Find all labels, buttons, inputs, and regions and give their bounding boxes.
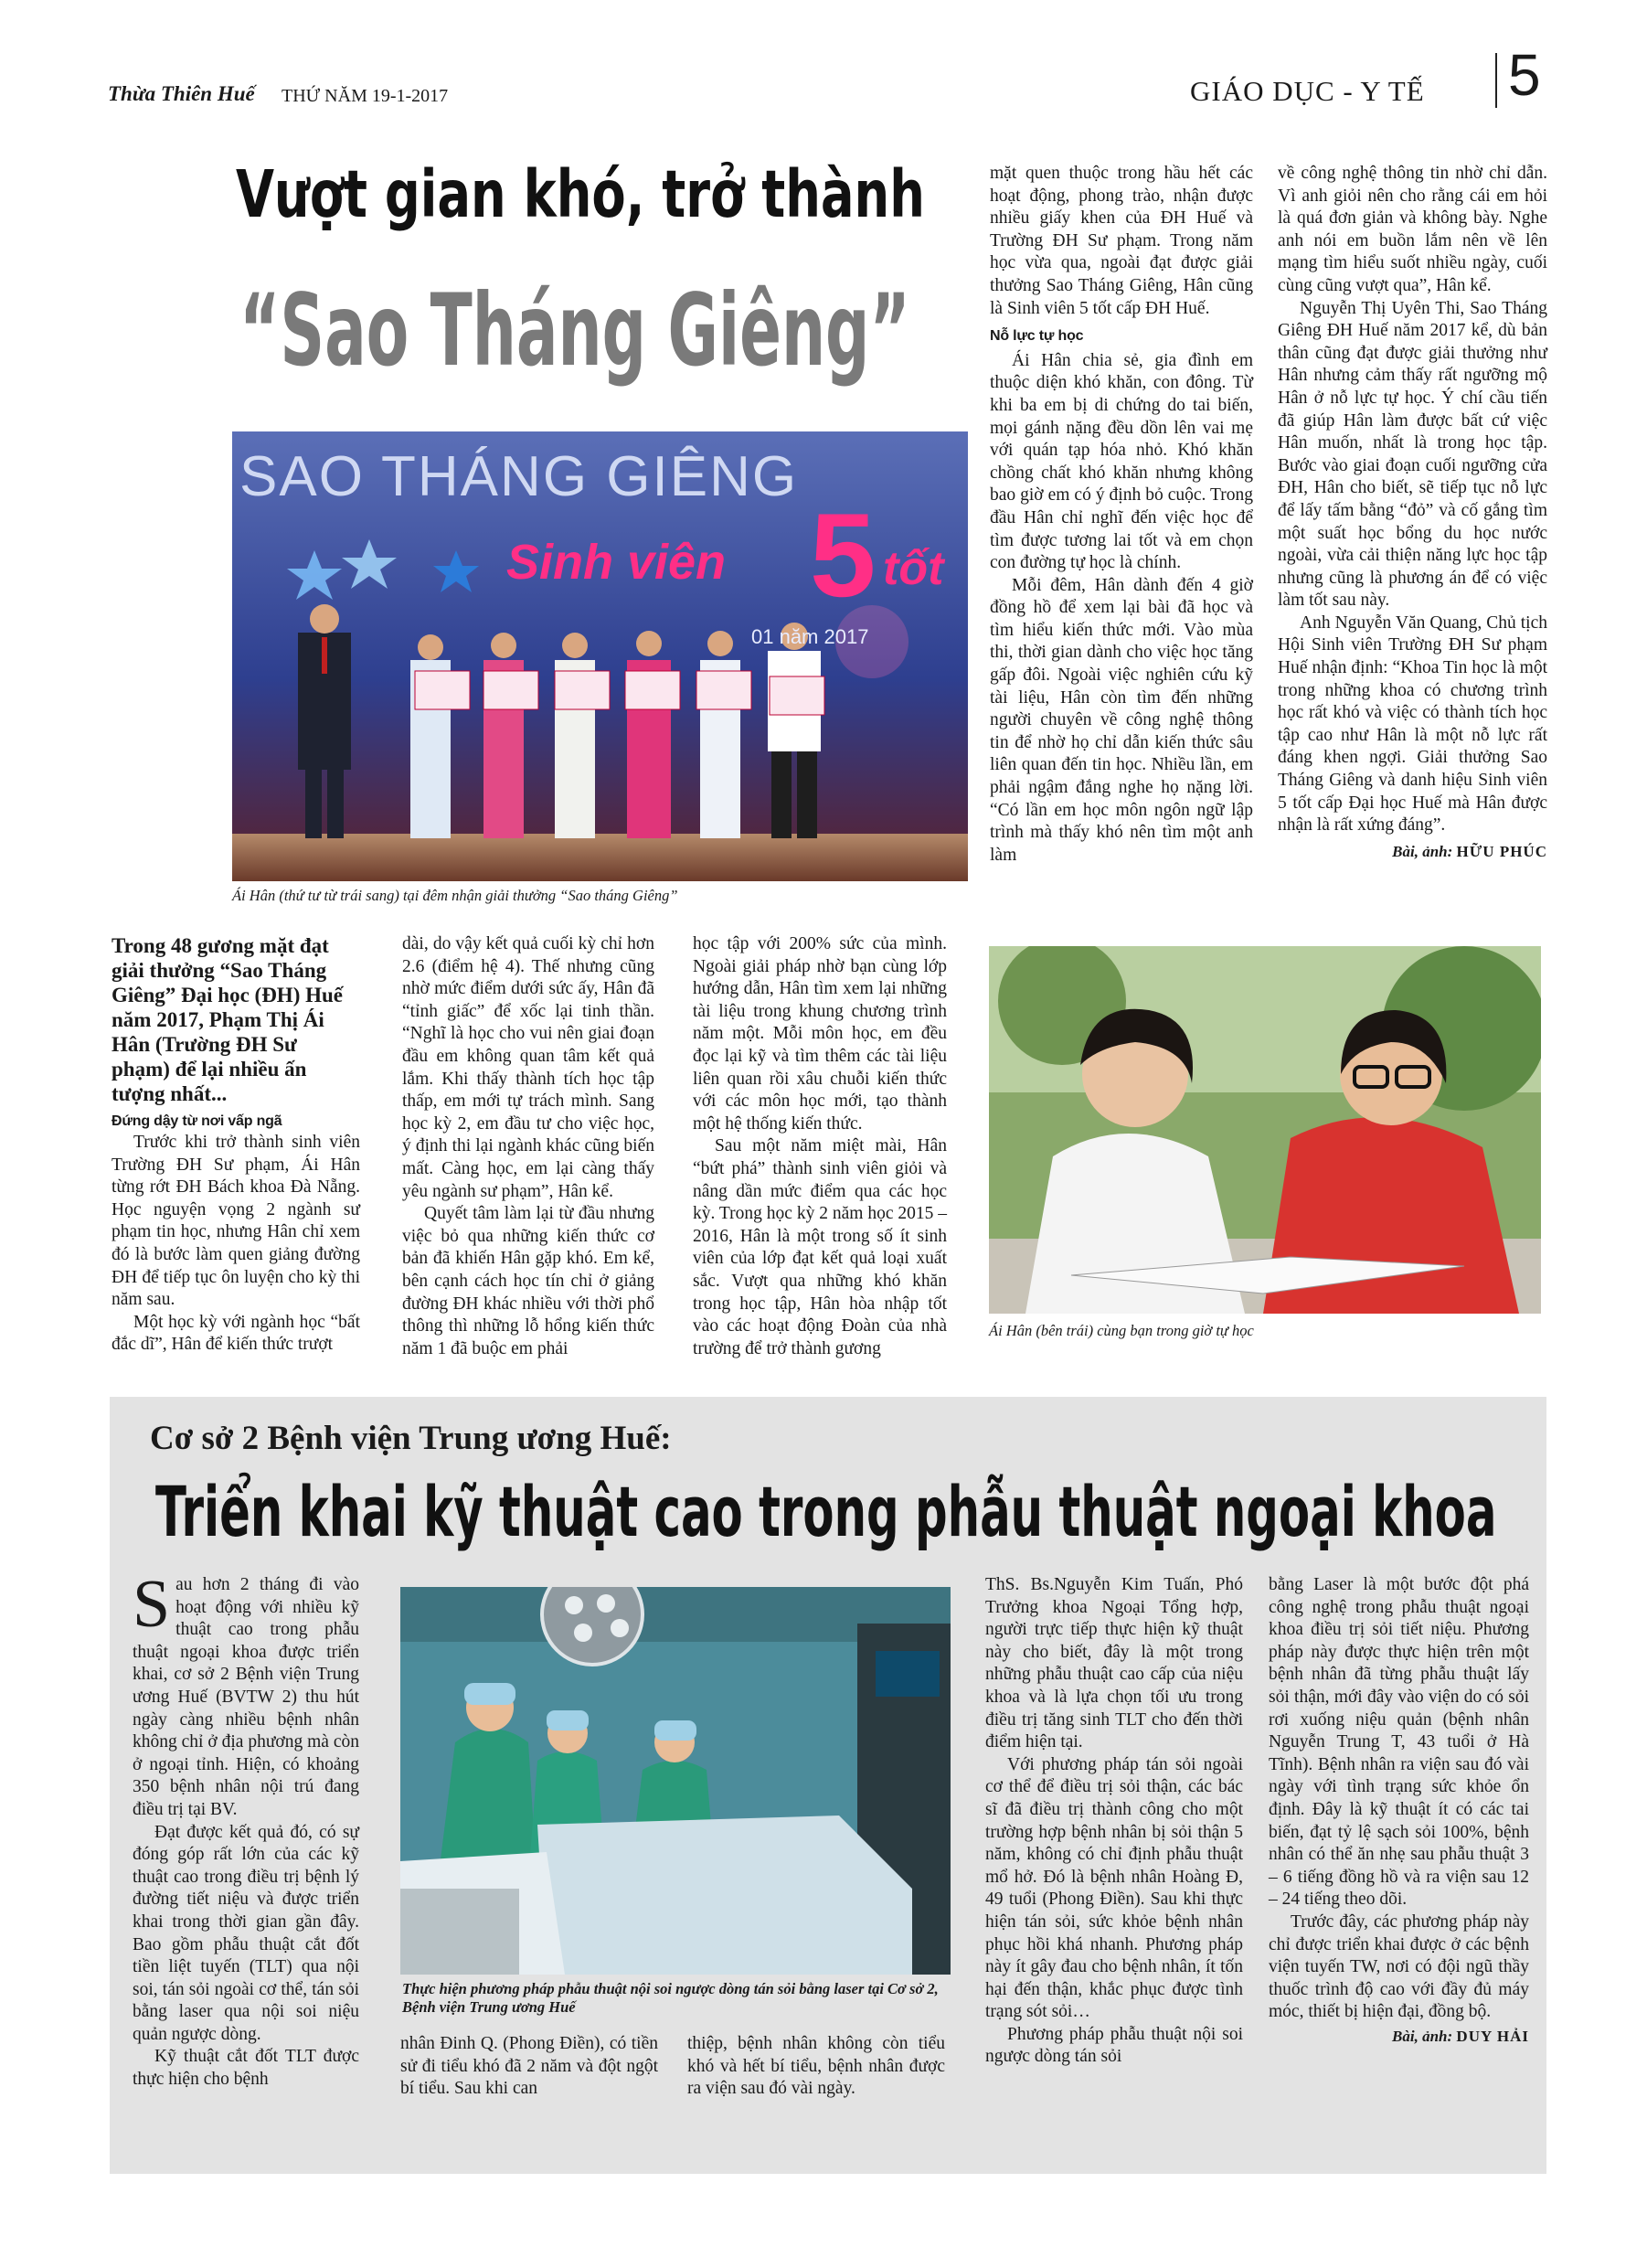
paragraph: Đạt được kết quả đó, có sự đóng góp rất lớn của các kỹ thuật cao trong điều trị bệnh lý đường tiết niệu và được triển khai trong thời gian gần đây. Bao gồm phẫu thuật cắt đốt tiền liệt tuyến (TLT) qua nội soi, tán sỏi ngoài cơ thể, tán sỏi bằng laser qua nội soi niệu quản ngược dòng. xyxy=(133,1822,359,2044)
study-illustration xyxy=(989,946,1541,1314)
masthead-paper-name: Thừa Thiên Huế xyxy=(108,82,255,105)
article1-column-a xyxy=(990,163,1253,867)
article2-byline xyxy=(1269,2026,1529,2049)
article2-column-4 xyxy=(985,1574,1243,2069)
article1-title-line2: “Sao Tháng Giêng” xyxy=(239,272,910,389)
paragraph: về công nghệ thông tin nhờ chỉ dẫn. Vì anh giỏi nên cho rằng cái em hỏi là quá đơn giản và không bày. Nghe anh nói em buồn lắm nên về lên mạng tìm hiểu suốt nhiều ngày, cuối cùng cũng vượt qua”, Hân kể. xyxy=(1278,164,1547,295)
issue-date: THỨ NĂM 19-1-2017 xyxy=(282,86,449,106)
byline-name: DUY HẢI xyxy=(1456,2027,1529,2045)
paragraph: Kỹ thuật cắt đốt TLT được thực hiện cho bệnh xyxy=(133,2047,359,2090)
paragraph: Phương pháp phẫu thuật nội soi ngược dòng tán sỏi xyxy=(985,2024,1243,2067)
paragraph: ThS. Bs.Nguyễn Kim Tuấn, Phó Trưởng khoa Ngoại Tổng hợp, người trực tiếp thực hiện kỹ thuật này cho biết, đây là một trong những phẫu thuật cao cấp của niệu khoa và là lựa chọn tối ưu trong điều trị tăng sinh TLT cho đến thời điểm hiện tại. xyxy=(985,1575,1243,1752)
paragraph: bằng Laser là một bước đột phá công nghệ trong phẫu thuật ngoại khoa điều trị sỏi tiết niệu. Phương pháp này được thực hiện trên một bệnh nhân đã từng phẫu thuật lấy sỏi thận, mới đây vào viện do có sỏi rơi xuống niệu quản (bệnh nhân Nguyễn Trung T, 43 tuổi ở Hà Tĩnh). Bệnh nhân ra viện sau đó vài ngày với tình trạng sức khỏe ổn định. Đây là kỹ thuật ít có các tai biến, đạt tỷ lệ sạch sỏi 100%, bệnh nhân có thể ăn nhẹ sau phẫu thuật 3 – 6 tiếng đồng hồ và ra viện sau 12 – 24 tiếng theo dõi. xyxy=(1269,1575,1529,1910)
paragraph: Trước khi trở thành sinh viên Trường ĐH Sư phạm, Ái Hân từng rớt ĐH Bách khoa Đà Nẵng. Học nguyện vọng 2 ngành sư phạm tin học, nhưng Hân chỉ xem đó là bước làm quen giảng đường ĐH để tiếp tục ôn luyện cho kỳ thi năm sau. xyxy=(112,1133,360,1310)
paragraph: Anh Nguyễn Văn Quang, Chủ tịch Hội Sinh viên Trường ĐH Sư phạm Huế nhận định: “Khoa Tin học là một trong những khoa có chương trình học rất khó và việc có thành tích học tập cao như Hân là một nỗ lực rất đáng khen ngợi. Giải thưởng Sao Tháng Giêng và danh hiệu Sinh viên 5 tốt cấp Đại học Huế mà Hân được nhận là rất xứng đáng”. xyxy=(1278,612,1547,836)
paragraph: mặt quen thuộc trong hầu hết các hoạt động, phong trào, nhận được nhiều giấy khen của ĐH Huế và Trường ĐH Sư phạm. Trong năm học vừa qua, ngoài đạt được giải thưởng Sao Tháng Giêng, Hân cũng là Sinh viên 5 tốt cấp ĐH Huế. xyxy=(990,164,1253,318)
paragraph: Nguyễn Thị Uyên Thi, Sao Tháng Giêng ĐH Huế năm 2017 kể, dù bản thân cũng đạt được giải thưởng như Hân nhưng cảm thấy rất ngưỡng mộ Hân ở nỗ lực tự học. Ý chí cầu tiến đã giúp Hân làm được bất cứ việc Hân muốn, nhất là trong học tập. Bước vào giai đoạn cuối ngưỡng cửa ĐH, Hân cho biết, sẽ tiếp tục nỗ lực để lấy tấm bằng “đỏ” và cố gắng tìm một suất học bổng du học nước ngoài, vừa cải thiện năng lực học tập nhưng cũng là phương án để có việc làm tốt sau này. xyxy=(1278,298,1547,611)
surgery-photo xyxy=(400,1587,951,1975)
article1-title-line1: Vượt gian khó, trở thành xyxy=(236,156,925,232)
study-photo xyxy=(989,946,1541,1314)
article2-title: Triển khai kỹ thuật cao trong phẫu thuật ngoại khoa xyxy=(155,1471,1497,1552)
paragraph: dài, do vậy kết quả cuối kỳ chỉ hơn 2.6 (điểm hệ 4). Thế nhưng cũng nhờ mức điểm dưới sức ấy, Hân đã “tỉnh giấc” để xốc lại tinh thần. “Nghĩ là học cho vui nên giai đoạn đầu em không quan tâm kết quả lắm. Khi thấy thành tích học tập thấp, em mới tự trách mình. Sang học kỳ 2, em đầu tư cho việc học, ý định thi lại ngành khác cũng biến mất. Càng học, em lại càng thấy yêu ngành sư phạm”, Hân kể. xyxy=(402,934,654,1201)
article1-column-2 xyxy=(402,933,654,1360)
award-photo-caption: Ái Hân (thứ tư từ trái sang) tại đêm nhận giải thưởng “Sao tháng Giêng” xyxy=(232,887,678,904)
article2-column-5 xyxy=(1269,1574,1529,2048)
paragraph: nhân Đinh Q. (Phong Điền), có tiền sử đi tiểu khó đã 2 năm và đột ngột bí tiểu. Sau khi can xyxy=(400,2034,658,2099)
surgery-photo-caption: Thực hiện phương pháp phẫu thuật nội soi ngược dòng tán sỏi bằng laser tại Cơ sở 2, Bệnh viện Trung ương Huế xyxy=(402,1980,939,2016)
dropcap: S xyxy=(133,1567,171,1642)
article1-column-3 xyxy=(693,933,947,1360)
paragraph: Trước đây, các phương pháp này chỉ được triển khai được ở các bệnh viện tuyến TW, nơi có đội ngũ thầy thuốc trình độ cao với đầy đủ máy móc, thiết bị hiện đại, đồng bộ. xyxy=(1269,1911,1529,2022)
byline-name: HỮU PHÚC xyxy=(1456,842,1547,860)
paragraph: Một học kỳ với ngành học “bất đắc dĩ”, Hân để kiến thức trượt xyxy=(112,1312,360,1355)
section-name: GIÁO DỤC - Y TẾ xyxy=(1190,75,1425,107)
article1-byline xyxy=(1278,841,1547,864)
article2-column-1 xyxy=(133,1567,359,2092)
paragraph: Mỗi đêm, Hân dành đến 4 giờ đồng hồ để xem lại bài đã học và tìm hiểu kiến thức mới. Vào mùa thi, thời gian dành cho việc học tăng gấp đôi. Ngoài việc nghiên cứu kỹ tài liệu, Hân còn tìm đến những người chuyên về công nghệ thông tin để nhờ họ chỉ dẫn kiến thức sâu liên quan đến tin học. Nhiều lần, em phải ngậm đắng nghe họ nặng lời. “Có lần em học môn ngôn ngữ lập trình mà thấy khó nên tìm một anh làm xyxy=(990,575,1253,865)
banner-text-line1: SAO THÁNG GIÊNG xyxy=(239,445,799,508)
paragraph: Với phương pháp tán sỏi ngoài cơ thể để điều trị sỏi thận, các bác sĩ đã điều trị thành công cho một trường hợp bệnh nhân bị sỏi thận 5 năm, không có chỉ định phẫu thuật mổ hở. Đó là bệnh nhân Hoàng Đ, 49 tuổi (Phong Điền). Sau khi thực hiện tán sỏi, sức khỏe bệnh nhân phục hồi khá nhanh. Phương pháp này ít gây đau cho bệnh nhân, ít tốn hại đến thận, khắc phục được tình trạng sót sỏi… xyxy=(985,1754,1243,2022)
article1-column-b xyxy=(1278,163,1547,863)
banner-text-date: 01 năm 2017 xyxy=(751,625,869,648)
subhead-self-study: Nỗ lực tự học xyxy=(990,328,1084,345)
surgery-illustration xyxy=(400,1587,951,1975)
header-divider xyxy=(1495,53,1497,108)
paragraph: Ái Hân chia sẻ, gia đình em thuộc diện khó khăn, con đông. Từ khi ba em bị di chứng do tai biến, mọi gánh nặng đều dồn lên vai mẹ với quán tạp hóa nhỏ. Khó khăn chồng chất khó khăn nhưng không bao giờ em có ý định bỏ cuộc. Trong đầu Hân chỉ nghĩ đến việc học để tìm được tương lai tốt và em chọn con đường tự học là chính. xyxy=(990,350,1253,573)
banner-text-line2: Sinh viên xyxy=(506,535,727,590)
award-ceremony-photo xyxy=(232,431,968,881)
banner-text-number: 5 xyxy=(810,488,877,622)
byline-label: Bài, ảnh: xyxy=(1392,842,1453,860)
paragraph: Sau hơn 2 tháng đi vào hoạt động với nhiều kỹ thuật cao trong phẫu thuật ngoại khoa được triển khai, cơ sở 2 Bệnh viện Trung ương Huế (BVTW 2) thu hút ngày càng nhiều bệnh nhân không chỉ ở địa phương mà còn ở ngoại tỉnh. Hiện, có khoảng 350 bệnh nhân nội trú đang điều trị tại BV. xyxy=(133,1567,359,1819)
banner-text-word: tốt xyxy=(883,542,944,595)
article2-kicker: Cơ sở 2 Bệnh viện Trung ương Huế: xyxy=(150,1420,672,1457)
paragraph: thiệp, bệnh nhân không còn tiểu khó và hết bí tiểu, bệnh nhân được ra viện sau đó vài ngày. xyxy=(687,2034,945,2099)
article2-column-3 xyxy=(687,2033,945,2101)
article1-lede: Trong 48 gương mặt đạt giải thưởng “Sao Tháng Giêng” Đại học (ĐH) Huế năm 2017, Phạm Thị Ái Hân (Trường ĐH Sư phạm) để lại nhiều ấn tượng nhất... xyxy=(112,934,343,1105)
paragraph: Sau một năm miệt mài, Hân “bứt phá” thành sinh viên giỏi và nâng dần mức điểm qua các học kỳ. Trong học kỳ 2 năm học 2015 – 2016, Hân là một trong số ít sinh viên của lớp đạt kết quả loại xuất sắc. Vượt qua những khó khăn trong học tập, Hân hòa nhập tốt vào các hoạt động Đoàn của nhà trường để trở thành gương xyxy=(693,1136,947,1358)
article2-column-2 xyxy=(400,2033,658,2101)
article1-lede-column xyxy=(112,933,360,1357)
study-photo-caption: Ái Hân (bên trái) cùng bạn trong giờ tự học xyxy=(989,1322,1254,1339)
page-number: 5 xyxy=(1508,42,1541,108)
subhead-rising-up: Đứng dậy từ nơi vấp ngã xyxy=(112,1113,282,1129)
paragraph: Quyết tâm làm lại từ đầu nhưng việc bỏ qua những kiến thức cơ bản đã khiến Hân gặp khó. Em kể, bên cạnh cách học tín chỉ ở giảng đường ĐH khác nhiều với thời phổ thông thì những lỗ hổng kiến thức năm 1 đã buộc em phải xyxy=(402,1204,654,1358)
byline-label: Bài, ảnh: xyxy=(1392,2027,1453,2045)
paragraph: học tập với 200% sức của mình. Ngoài giải pháp nhờ bạn cùng lớp hướng dẫn, Hân tìm xem lại những tài liệu trong khung chương trình năm một. Mỗi môn học, em đều đọc lại kỹ và tìm thêm các tài liệu liên quan rồi xâu chuỗi kiến thức với các môn học mới, tạo thành một hệ thống kiến thức. xyxy=(693,934,947,1134)
